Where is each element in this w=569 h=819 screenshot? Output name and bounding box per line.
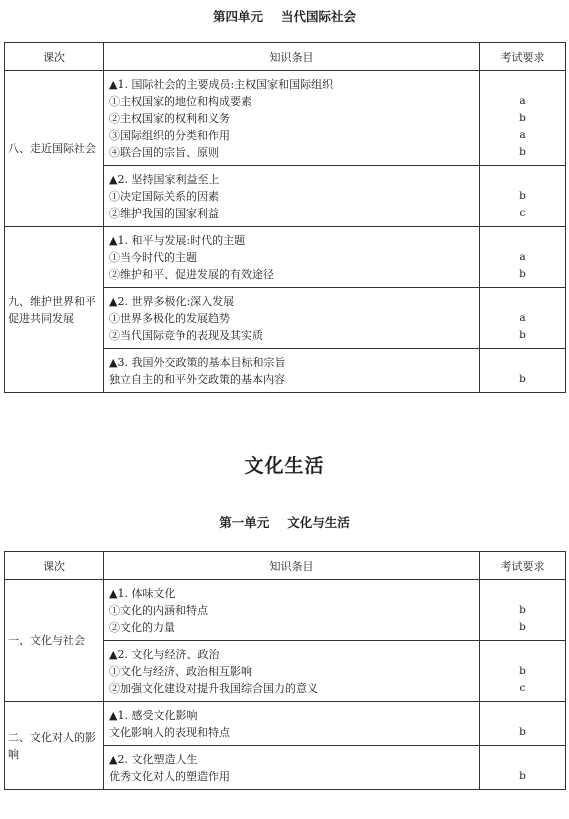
exam-requirements <box>480 71 566 166</box>
requirement-level: b <box>519 604 526 616</box>
requirement-level <box>480 646 565 663</box>
unit-number: 第四单元 <box>212 9 263 24</box>
exam-requirements <box>480 288 566 349</box>
unit-number: 第一单元 <box>219 515 270 530</box>
knowledge-item: 文化影响人的表现和特点 <box>109 726 230 739</box>
exam-requirements <box>480 702 566 746</box>
requirement-level <box>480 293 565 310</box>
knowledge-items <box>104 227 480 288</box>
knowledge-item: ②维护和平、促进发展的有效途径 <box>109 268 274 281</box>
knowledge-item: ①当今时代的主题 <box>109 251 197 264</box>
knowledge-item: 独立自主的和平外交政策的基本内容 <box>109 373 285 386</box>
requirement-level <box>480 707 565 724</box>
knowledge-item: 优秀文化对人的塑造作用 <box>109 770 230 783</box>
lesson-name: 八、走近国际社会 <box>5 71 104 227</box>
requirement-level <box>480 751 565 768</box>
topic-heading: ▲2. 坚持国家利益至上 <box>109 173 220 186</box>
topic-heading: ▲2. 文化与经济、政治 <box>109 648 220 661</box>
knowledge-items <box>104 166 480 227</box>
knowledge-item: ②主权国家的权利和义务 <box>109 112 230 125</box>
knowledge-item: ④联合国的宗旨、原则 <box>109 146 219 159</box>
requirement-level: b <box>519 665 526 677</box>
header-items: 知识条目 <box>104 43 480 71</box>
unit-title-politics <box>0 9 569 25</box>
requirement-level: b <box>519 146 526 158</box>
requirement-level: b <box>519 329 526 341</box>
exam-requirements <box>480 166 566 227</box>
exam-requirements <box>480 227 566 288</box>
header-lesson: 课次 <box>5 552 104 580</box>
politics-syllabus-table <box>4 42 566 393</box>
knowledge-item: ①文化与经济、政治相互影响 <box>109 665 252 678</box>
requirement-level: b <box>519 190 526 202</box>
topic-heading: ▲1. 感受文化影响 <box>109 709 198 722</box>
table-header-row <box>5 43 566 71</box>
knowledge-item: ②维护我国的国家利益 <box>109 207 219 220</box>
requirement-level: a <box>519 251 526 263</box>
exam-requirements <box>480 349 566 393</box>
header-requirement: 考试要求 <box>480 43 566 71</box>
topic-row <box>5 702 566 746</box>
knowledge-items <box>104 580 480 641</box>
knowledge-item: ②文化的力量 <box>109 621 175 634</box>
knowledge-item: ①决定国际关系的因素 <box>109 190 219 203</box>
requirement-level: a <box>519 95 526 107</box>
requirement-level: a <box>519 129 526 141</box>
topic-heading: ▲1. 和平与发展:时代的主题 <box>109 234 246 247</box>
section-title-culture: 文化生活 <box>244 455 325 477</box>
knowledge-items <box>104 702 480 746</box>
topic-heading: ▲1. 国际社会的主要成员:主权国家和国际组织 <box>109 78 334 91</box>
requirement-level <box>480 232 565 249</box>
requirement-level <box>480 76 565 93</box>
lesson-name: 一、文化与社会 <box>5 580 104 702</box>
exam-requirements <box>480 641 566 702</box>
topic-heading: ▲2. 文化塑造人生 <box>109 753 198 766</box>
knowledge-items <box>104 349 480 393</box>
requirement-level: b <box>519 268 526 280</box>
requirement-level: b <box>519 726 526 738</box>
exam-requirements <box>480 746 566 790</box>
requirement-level <box>480 585 565 602</box>
lesson-name: 二、文化对人的影响 <box>5 702 104 790</box>
knowledge-item: ②加强文化建设对提升我国综合国力的意义 <box>109 682 318 695</box>
requirement-level: c <box>519 207 526 219</box>
knowledge-items <box>104 746 480 790</box>
knowledge-items <box>104 288 480 349</box>
topic-row <box>5 580 566 641</box>
unit-title-culture <box>0 515 569 531</box>
knowledge-items <box>104 71 480 166</box>
unit-name: 当代国际社会 <box>281 9 357 24</box>
requirement-level: c <box>519 682 526 694</box>
header-requirement: 考试要求 <box>480 552 566 580</box>
requirement-level: b <box>519 112 526 124</box>
topic-heading: ▲1. 体味文化 <box>109 587 176 600</box>
knowledge-item: ①文化的内涵和特点 <box>109 604 208 617</box>
culture-syllabus-table <box>4 551 566 790</box>
knowledge-item: ③国际组织的分类和作用 <box>109 129 230 142</box>
unit-name: 文化与生活 <box>287 515 350 530</box>
requirement-level: b <box>519 621 526 633</box>
knowledge-item: ①主权国家的地位和构成要素 <box>109 95 252 108</box>
topic-heading: ▲3. 我国外交政策的基本目标和宗旨 <box>109 356 286 369</box>
table-header-row <box>5 552 566 580</box>
requirement-level: b <box>519 373 526 385</box>
header-items: 知识条目 <box>104 552 480 580</box>
knowledge-item: ②当代国际竞争的表现及其实质 <box>109 329 263 342</box>
requirement-level: a <box>519 312 526 324</box>
requirement-level <box>480 171 565 188</box>
topic-heading: ▲2. 世界多极化:深入发展 <box>109 295 235 308</box>
header-lesson: 课次 <box>5 43 104 71</box>
exam-requirements <box>480 580 566 641</box>
knowledge-items <box>104 641 480 702</box>
requirement-level <box>480 354 565 371</box>
requirement-level: b <box>519 770 526 782</box>
knowledge-item: ①世界多极化的发展趋势 <box>109 312 230 325</box>
lesson-name: 九、维护世界和平促进共同发展 <box>5 227 104 393</box>
topic-row <box>5 71 566 166</box>
topic-row <box>5 227 566 288</box>
